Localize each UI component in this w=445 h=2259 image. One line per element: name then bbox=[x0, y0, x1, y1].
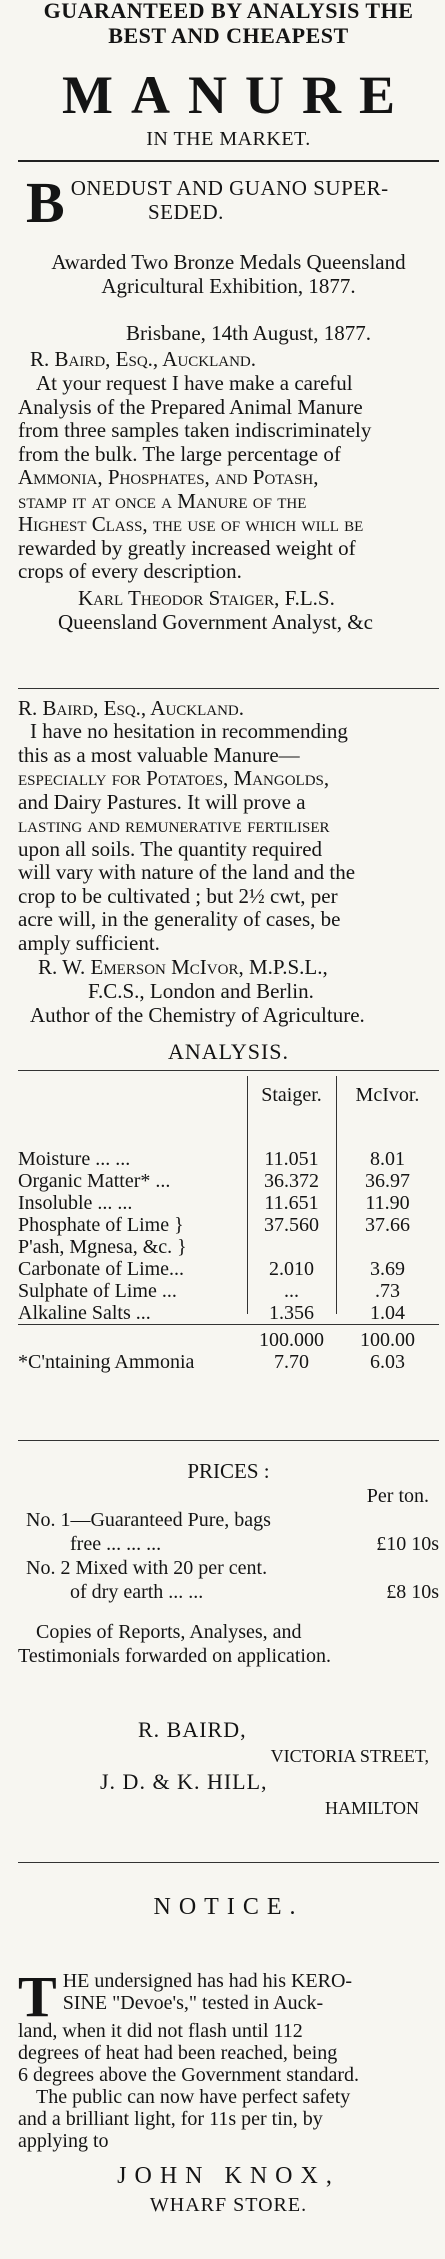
price-item-1 bbox=[18, 1508, 439, 1556]
manure-title: MANURE bbox=[62, 65, 413, 125]
notice-line: and a brilliant light, for 11s per tin, by bbox=[18, 2108, 323, 2130]
notice-line: HE undersigned has had his KERO- bbox=[62, 1970, 353, 1992]
staiger-value: ... bbox=[284, 1280, 299, 1302]
notice-line: degrees of heat had been reached, being bbox=[18, 2042, 338, 2064]
prices-heading: PRICES : bbox=[187, 1459, 270, 1483]
price-item-1-line2: free ... ... ... bbox=[70, 1533, 162, 1555]
mcivor-value: 3.69 bbox=[370, 1258, 405, 1280]
totals-row bbox=[18, 1325, 439, 1352]
letter2-line: this as a most valuable Manure— bbox=[18, 742, 300, 767]
row-label: Sulphate of Lime ... bbox=[18, 1280, 177, 1302]
staiger-ammonia: 7.70 bbox=[274, 1351, 309, 1373]
table-row bbox=[18, 1192, 439, 1214]
subhead-line1: ONEDUST AND GUANO SUPER- bbox=[70, 176, 389, 200]
letter1-line: Ammonia, Phosphates, and Potash, bbox=[18, 465, 319, 489]
staiger-value: 1.356 bbox=[269, 1302, 314, 1324]
letter1-body bbox=[18, 372, 439, 584]
agent-hill-address: HAMILTON bbox=[324, 1798, 419, 1818]
letter2-line: upon all soils. The quantity required bbox=[18, 836, 323, 861]
table-row bbox=[18, 1258, 439, 1280]
ammonia-label: *C'ntaining Ammonia bbox=[18, 1351, 195, 1373]
letter1-dateline: Brisbane, 14th August, 1877. bbox=[126, 321, 371, 345]
agent-baird: R. BAIRD, bbox=[138, 1717, 247, 1742]
dropcap-t: T bbox=[18, 1964, 57, 2029]
john-knox: JOHN KNOX, bbox=[117, 2163, 340, 2189]
letter2-line: lasting and remunerative fertiliser bbox=[18, 813, 330, 837]
staiger-letter bbox=[18, 320, 439, 634]
price-item-1-price: £10 10s bbox=[376, 1533, 439, 1555]
staiger-total: 100.000 bbox=[259, 1329, 324, 1351]
mcivor-author: Author of the Chemistry of Agriculture. bbox=[30, 1003, 365, 1027]
letter1-line: crops of every description. bbox=[18, 559, 242, 583]
agent-baird-address: VICTORIA STREET, bbox=[270, 1746, 429, 1766]
wharf-store: WHARF STORE. bbox=[149, 2194, 308, 2216]
mcivor-value: 11.90 bbox=[365, 1192, 410, 1214]
row-label: Phosphate of Lime } bbox=[18, 1214, 184, 1236]
table-row bbox=[18, 1302, 439, 1325]
mcivor-ammonia: 6.03 bbox=[370, 1351, 405, 1373]
copies-line1: Copies of Reports, Analyses, and bbox=[36, 1621, 302, 1643]
letter1-line: Highest Class, the use of which will be bbox=[18, 512, 364, 536]
row-label: Insoluble ... ... bbox=[18, 1192, 133, 1214]
table-row bbox=[18, 1236, 439, 1258]
divider bbox=[18, 160, 439, 162]
mcivor-value: .73 bbox=[375, 1280, 400, 1302]
row-label: Moisture ... ... bbox=[18, 1148, 131, 1170]
staiger-title: Queensland Government Analyst, &c bbox=[58, 609, 373, 634]
col-header-staiger: Staiger. bbox=[261, 1084, 322, 1106]
letter1-line: stamp it at once a Manure of the bbox=[18, 488, 307, 513]
agent-hill: J. D. & K. HILL, bbox=[100, 1769, 268, 1794]
row-label: Organic Matter* ... bbox=[18, 1170, 171, 1192]
table-row bbox=[18, 1148, 439, 1170]
letter2-body bbox=[18, 720, 439, 955]
letter2-line: and Dairy Pastures. It will prove a bbox=[18, 789, 306, 814]
mcivor-value: 36.97 bbox=[365, 1170, 410, 1192]
per-ton-label: Per ton. bbox=[366, 1485, 429, 1507]
staiger-value: 37.560 bbox=[264, 1214, 319, 1236]
header-line3: IN THE MARKET. bbox=[146, 128, 311, 150]
notice-line: 6 degrees above the Government standard. bbox=[18, 2064, 359, 2086]
notice-heading: NOTICE. bbox=[153, 1894, 304, 1920]
divider bbox=[18, 688, 439, 689]
mcivor-letter bbox=[18, 696, 439, 1027]
notice-line: land, when it did not flash until 112 bbox=[18, 2020, 303, 2042]
row-label: Alkaline Salts ... bbox=[18, 1302, 151, 1324]
row-label: Carbonate of Lime... bbox=[18, 1258, 185, 1280]
letter2-line: acre will, in the generality of cases, be bbox=[18, 907, 341, 931]
price-item-1-line1: No. 1—Guaranteed Pure, bags bbox=[26, 1509, 271, 1531]
dropcap-b: B bbox=[26, 170, 65, 235]
mcivor-total: 100.00 bbox=[360, 1329, 415, 1351]
price-item-2 bbox=[18, 1556, 439, 1604]
kerosene-notice bbox=[18, 1964, 439, 2218]
letter2-line: I have no hesitation in recommending bbox=[30, 719, 348, 743]
analysis-table bbox=[18, 1076, 439, 1373]
divider bbox=[18, 1440, 439, 1441]
mcivor-value: 8.01 bbox=[370, 1148, 405, 1170]
letter1-line: Analysis of the Prepared Animal Manure bbox=[18, 394, 363, 419]
letter1-line: from the bulk. The large percentage of bbox=[18, 441, 341, 466]
staiger-value: 11.651 bbox=[264, 1192, 319, 1214]
copies-line2: Testimonials forwarded on application. bbox=[18, 1645, 331, 1667]
price-item-2-line1: No. 2 Mixed with 20 per cent. bbox=[26, 1557, 268, 1579]
ad-header bbox=[18, 0, 439, 152]
mcivor-signature: R. W. Emerson McIvor, M.P.S.L., bbox=[38, 955, 328, 979]
notice-line: SINE "Devoe's," tested in Auck- bbox=[62, 1992, 324, 2014]
divider bbox=[18, 1070, 439, 1071]
letter2-salutation: R. Baird, Esq., Auckland. bbox=[18, 696, 245, 720]
letter1-line: from three samples taken indiscriminately bbox=[18, 418, 372, 442]
letter1-salutation: R. Baird, Esq., Auckland. bbox=[30, 347, 257, 371]
notice-line: applying to bbox=[18, 2130, 109, 2152]
letter1-line: rewarded by greatly increased weight of bbox=[18, 535, 356, 560]
table-row bbox=[18, 1214, 439, 1236]
agents-section bbox=[18, 1716, 439, 1820]
prices-section bbox=[18, 1458, 439, 1668]
header-line1: GUARANTEED BY ANALYSIS THE bbox=[43, 0, 414, 23]
mcivor-value: 1.04 bbox=[370, 1302, 405, 1324]
letter1-line: At your request I have make a careful bbox=[36, 371, 353, 395]
letter2-line: especially for Potatoes, Mangolds, bbox=[18, 766, 330, 790]
header-line2: BEST AND CHEAPEST bbox=[108, 23, 349, 48]
analysis-table-wrap bbox=[18, 1076, 439, 1373]
row-label: P'ash, Mgnesa, &c. } bbox=[18, 1236, 187, 1258]
award-notice bbox=[18, 250, 439, 298]
letter2-line: crop to be cultivated ; but 2½ cwt, per bbox=[18, 883, 338, 908]
staiger-value: 36.372 bbox=[264, 1170, 319, 1192]
notice-body bbox=[18, 1964, 439, 2152]
staiger-value: 2.010 bbox=[269, 1258, 314, 1280]
letter2-line: will vary with nature of the land and the bbox=[18, 860, 356, 884]
table-row bbox=[18, 1280, 439, 1302]
price-item-2-line2: of dry earth ... ... bbox=[70, 1581, 204, 1603]
staiger-value bbox=[247, 1236, 336, 1258]
table-row bbox=[18, 1170, 439, 1192]
staiger-signature: Karl Theodor Staiger, F.L.S. bbox=[78, 585, 335, 610]
price-item-2-price: £8 10s bbox=[386, 1581, 439, 1603]
analysis-heading: ANALYSIS. bbox=[167, 1039, 290, 1064]
mcivor-value: 37.66 bbox=[365, 1214, 410, 1236]
award-line1: Awarded Two Bronze Medals Queensland bbox=[51, 250, 406, 274]
award-line2: Agricultural Exhibition, 1877. bbox=[101, 274, 356, 298]
ammonia-row bbox=[18, 1351, 439, 1373]
divider bbox=[18, 1862, 439, 1863]
bonedust-subhead bbox=[18, 170, 439, 240]
subhead-line2: SEDED. bbox=[148, 200, 224, 224]
col-header-mcivor: McIvor. bbox=[355, 1084, 420, 1106]
mcivor-value bbox=[336, 1236, 439, 1258]
letter2-line: amply sufficient. bbox=[18, 930, 160, 955]
staiger-value: 11.051 bbox=[264, 1148, 319, 1170]
notice-line: The public can now have perfect safety bbox=[36, 2086, 351, 2108]
mcivor-credentials: F.C.S., London and Berlin. bbox=[88, 979, 314, 1003]
